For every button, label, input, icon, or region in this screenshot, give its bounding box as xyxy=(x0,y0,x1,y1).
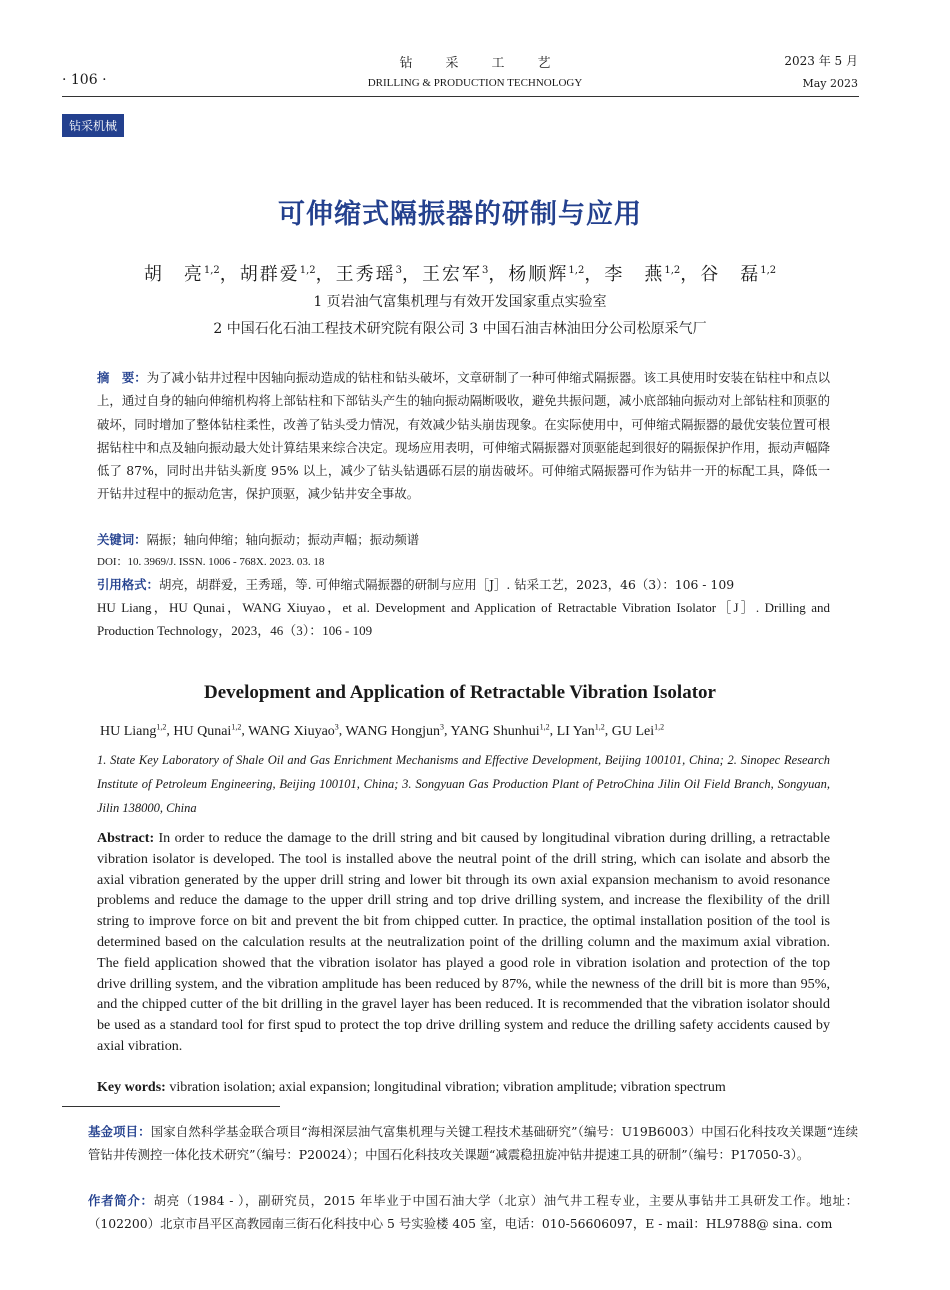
author-cn-3: 王宏军$^3$ xyxy=(422,264,489,285)
footnote-fund xyxy=(88,1121,858,1166)
footnote-rule xyxy=(62,1106,280,1107)
footnote-author xyxy=(88,1190,858,1235)
author-en-sup-4: 1,2 xyxy=(539,722,550,731)
affiliation-en: 1. State Key Laboratory of Shale Oil and Gas Enrichment Mechanisms and Effective Development, Beijing 100101, China; 2. Sinopec Research Institute of Petroleum Engineering, Beijing 100101, China; 3. Songyuan Gas Production Plant of PetroChina Jilin Oil Field Branch, Songyuan, Jilin 138000, China xyxy=(97,753,830,815)
author-en-2: WANG Xiuyao$^3$ xyxy=(248,722,339,739)
author-en-sup-1: 1,2 xyxy=(231,722,242,731)
author-en-sup-3: 3 xyxy=(440,722,445,731)
author-en-sup-6: 1,2 xyxy=(654,722,665,731)
keywords-cn-text: 隔振；轴向伸缩；轴向振动；振动声幅；振动频谱 xyxy=(146,532,420,547)
fund-label: 基金项目： xyxy=(88,1124,151,1139)
author-en-5: LI Yan$^{1,2}$ xyxy=(556,722,605,739)
abstract-en-text: In order to reduce the damage to the drill string and bit caused by longitudinal vibration during drilling, a retractable vibration isolator is developed. The tool is installed above the neutral point of the drill string, which can isolate and absorb the axial vibration generated by the upper drill string and lower bit through its own axial expansion mechanism to avoid resonance problems and reduce the damage to the upper drill string and top drive drilling system, and increase the flexibility of the drill string to improve force on bit and prevent the bit from chipped cutter. In practice, the optimal installation position of the tool is determined based on the calculation results at the neutralization point of the drilling column and the maximum axial vibration. The field application showed that the vibration isolator has played a good role in vibration isolation and protection of the top drive drilling system, and the vibration amplitude has been reduced by 87%, while the newness of the drill bit is more than 95%, and the chipped cutter of the bit drilling in the gravel layer has been reduced. It is recommended that the vibration isolator should be used as a standard tool for first spud to protect the top drive drilling system and reduce the drilling safety accidents caused by axial vibration. xyxy=(97,830,830,1054)
doi: DOI：10. 3969/J. ISSN. 1006 - 768X. 2023. 03. 18 xyxy=(97,556,325,568)
author-cn-2: 王秀瑶$^3$ xyxy=(335,264,403,285)
title-en: Development and Application of Retractable Vibration Isolator xyxy=(204,682,716,703)
issue-date-cn: 2023 年 5 月 xyxy=(784,54,858,68)
author-cn-6: 谷 磊$^{1,2}$ xyxy=(700,264,777,285)
journal-name-en: DRILLING & PRODUCTION TECHNOLOGY xyxy=(367,77,583,89)
citation-en: HU Liang，HU Qunai，WANG Xiuyao，et al. Development and Application of Retractable Vibration Isolator［J］. Drilling and Production Technology，2023，46（3）：106 - 109 xyxy=(97,600,830,639)
affiliation-cn-2: 2 中国石化石油工程技术研究院有限公司 3 中国石油吉林油田分公司松原采气厂 xyxy=(213,321,707,337)
author-en-sup-2: 3 xyxy=(334,722,339,731)
section-tag: 钻采机械 xyxy=(62,114,124,137)
abstract-en xyxy=(97,828,830,1057)
keywords-en-text: vibration isolation; axial expansion; longitudinal vibration; vibration amplitude; vibration spectrum xyxy=(169,1080,726,1095)
author-en-sup-0: 1,2 xyxy=(156,722,167,731)
author-cn-sup-4: 1,2 xyxy=(568,265,585,276)
citation-label: 引用格式： xyxy=(97,577,159,592)
author-cn-sup-0: 1,2 xyxy=(203,265,220,276)
author-en-3: WANG Hongjun$^3$ xyxy=(345,722,445,739)
author-cn-sup-6: 1,2 xyxy=(760,265,777,276)
author-en-sup-5: 1,2 xyxy=(594,722,605,731)
keywords-en-label: Key words: xyxy=(97,1080,166,1095)
abstract-cn xyxy=(97,366,830,506)
issue-date-en: May 2023 xyxy=(802,77,858,90)
abstract-cn-label: 摘 要： xyxy=(97,370,147,385)
abstract-en-label: Abstract: xyxy=(97,830,155,846)
affiliation-cn-1: 1 页岩油气富集机理与有效开发国家重点实验室 xyxy=(313,294,607,310)
author-cn-sup-1: 1,2 xyxy=(299,265,316,276)
author-en-1: HU Qunai$^{1,2}$ xyxy=(173,722,242,739)
author-cn-1: 胡群爱$^{1,2}$ xyxy=(239,264,316,285)
author-bio-label: 作者简介： xyxy=(88,1193,154,1208)
header-rule xyxy=(62,96,859,97)
author-cn-sup-2: 3 xyxy=(395,265,403,276)
author-en-0: HU Liang$^{1,2}$ xyxy=(100,722,167,739)
keywords-en xyxy=(97,1080,842,1096)
author-en-6: GU Lei$^{1,2}$ xyxy=(611,722,665,739)
fund-text: 国家自然科学基金联合项目“海相深层油气富集机理与关键工程技术基础研究”（编号：U19B6003）中国石化科技攻关课题“连续管钻井传测控一体化技术研究”（编号：P20024）；中国石化科技攻关课题“减震稳扭旋冲钻井提速工具的研制”（编号：P17050-3）。 xyxy=(88,1124,858,1162)
page-number: · 106 · xyxy=(62,72,107,88)
journal-name-cn: 钻采工艺 xyxy=(399,56,584,71)
author-bio-text: 胡亮（1984 - ），副研究员，2015 年毕业于中国石油大学（北京）油气井工程专业，主要从事钻井工具研发工作。地址：（102200）北京市昌平区高教园南三街石化科技中心 5 号实验楼 405 室，电话：010-56606097，E - mail：HL9788@ sina. com xyxy=(88,1193,859,1231)
citation-cn: 胡亮，胡群爱，王秀瑶，等. 可伸缩式隔振器的研制与应用［J］. 钻采工艺，2023，46（3）：106 - 109 xyxy=(158,577,735,592)
citation xyxy=(97,573,830,596)
author-cn-4: 杨顺辉$^{1,2}$ xyxy=(508,264,585,285)
author-cn-sup-5: 1,2 xyxy=(664,265,681,276)
author-list-en: HU Liang$^{1,2}$, HU Qunai$^{1,2}$, WANG Xiuyao$^3$, WANG Hongjun$^3$, YANG Shunhui$^{1,2}$, LI Yan$^{1,2}$, GU Lei$^{1,2}$ xyxy=(100,722,665,739)
issue-date xyxy=(784,52,858,90)
author-cn-5: 李 燕$^{1,2}$ xyxy=(604,264,681,285)
keywords-cn xyxy=(97,528,830,551)
author-list-cn: 胡 亮$^{1,2}$，胡群爱$^{1,2}$，王秀瑶$^3$，王宏军$^3$，杨顺辉$^{1,2}$，李 燕$^{1,2}$，谷 磊$^{1,2}$ xyxy=(143,264,777,285)
keywords-cn-label: 关键词： xyxy=(97,532,147,547)
author-en-4: YANG Shunhui$^{1,2}$ xyxy=(450,722,550,739)
page-title: 可伸缩式隔振器的研制与应用 xyxy=(278,199,642,230)
author-cn-0: 胡 亮$^{1,2}$ xyxy=(143,264,220,285)
author-cn-sup-3: 3 xyxy=(482,265,489,276)
abstract-cn-text: 为了减小钻井过程中因轴向振动造成的钻柱和钻头破坏，文章研制了一种可伸缩式隔振器。该工具使用时安装在钻柱中和点以上，通过自身的轴向伸缩机构将上部钻柱和下部钻头产生的轴向振动隔断吸收，避免共振问题，减小底部轴向振动对上部钻柱和顶驱的破坏，同时增加了整体钻柱柔性，改善了钻头受力情况，有效减少钻头崩齿现象。在实际使用中，可伸缩式隔振器的最优安装位置可根据钻柱中和点及轴向振动最大处计算结果来综合决定。现场应用表明，可伸缩式隔振器对顶驱能起到很好的隔振保护作用，振动声幅降低了 87%，同时出井钻头新度 95% 以上，减少了钻头钻遇砾石层的崩齿破坏。可伸缩式隔振器可作为钻井一开的标配工具，降低一开钻井过程中的振动危害，保护顶驱，减少钻井安全事故。 xyxy=(97,370,831,502)
journal-header xyxy=(300,52,650,89)
